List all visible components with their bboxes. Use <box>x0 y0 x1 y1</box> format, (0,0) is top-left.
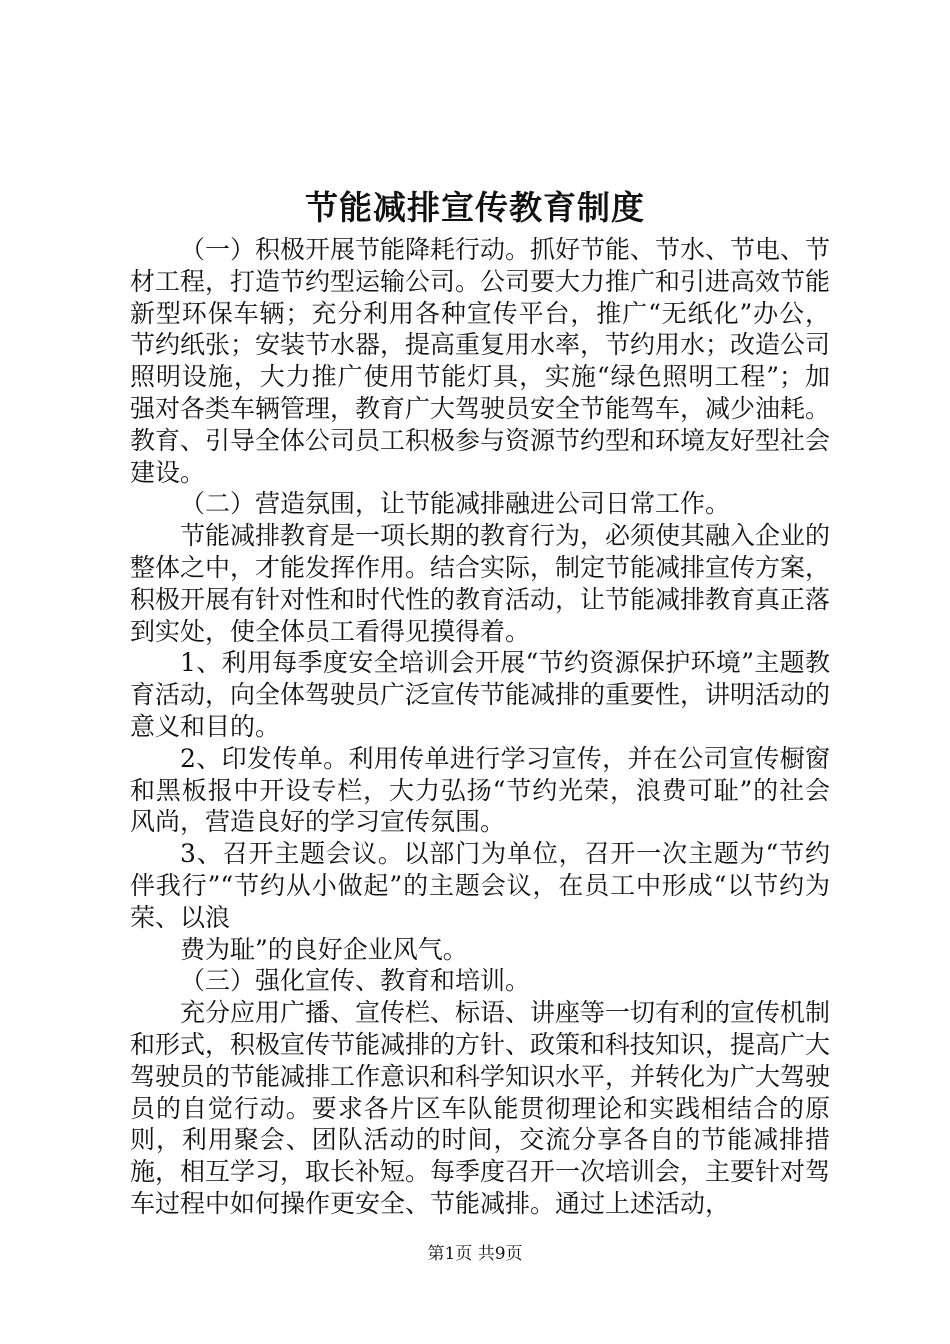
paragraph-9: 充分应用广播、宣传栏、标语、讲座等一切有利的宣传机制和形式，积极宣传节能减排的方针、政策和科技知识，提高广大驾驶员的节能减排工作意识和科学知识水平，并转化为广大驾驶员的自觉行动。要求各片区车队能贯彻理论和实践相结合的原则，利用聚会、团队活动的时间，交流分享各自的节能减排措施，相互学习，取长补短。每季度召开一次培训会，主要针对驾车过程中如何操作更安全、节能减排。通过上述活动， <box>130 998 831 1218</box>
paragraph-8: （三）强化宣传、教育和培训。 <box>180 966 531 996</box>
document-body <box>130 234 830 1220</box>
paragraph-1: （一）积极开展节能降耗行动。抓好节能、节水、节电、节材工程，打造节约型运输公司。公司要大力推广和引进高效节能新型环保车辆；充分利用各种宣传平台，推广“无纸化”办公，节约纸张；安装节水器，提高重复用水率，节约用水；改造公司照明设施，大力推广使用节能灯具，实施“绿色照明工程”；加强对各类车辆管理，教育广大驾驶员安全节能驾车，减少油耗。教育、引导全体公司员工积极参与资源节约型和环境友好型社会建设。 <box>130 235 831 487</box>
paragraph-4: 1、利用每季度安全培训会开展“节约资源保护环境”主题教育活动，向全体驾驶员广泛宣传节能减排的重要性，讲明活动的意义和目的。 <box>130 648 831 741</box>
document-title: 节能减排宣传教育制度 <box>305 188 645 227</box>
paragraph-6: 3、召开主题会议。以部门为单位，召开一次主题为“节约伴我行”“节约从小做起”的主题会议，在员工中形成“以节约为荣、以浪 <box>130 839 830 932</box>
paragraph-2: （二）营造氛围，让节能减排融进公司日常工作。 <box>180 489 731 519</box>
page-indicator: 第1页 共9页 <box>427 1244 523 1264</box>
paragraph-3: 节能减排教育是一项长期的教育行为，必须使其融入企业的整体之中，才能发挥作用。结合实际，制定节能减排宣传方案，积极开展有针对性和时代性的教育活动，让节能减排教育真正落到实处，使全体员工看得见摸得着。 <box>130 521 831 646</box>
paragraph-7: 费为耻”的良好企业风气。 <box>180 934 468 964</box>
paragraph-5: 2、印发传单。利用传单进行学习宣传，并在公司宣传橱窗和黑板报中开设专栏，大力弘扬“节约光荣，浪费可耻”的社会风尚，营造良好的学习宣传氛围。 <box>130 743 830 837</box>
